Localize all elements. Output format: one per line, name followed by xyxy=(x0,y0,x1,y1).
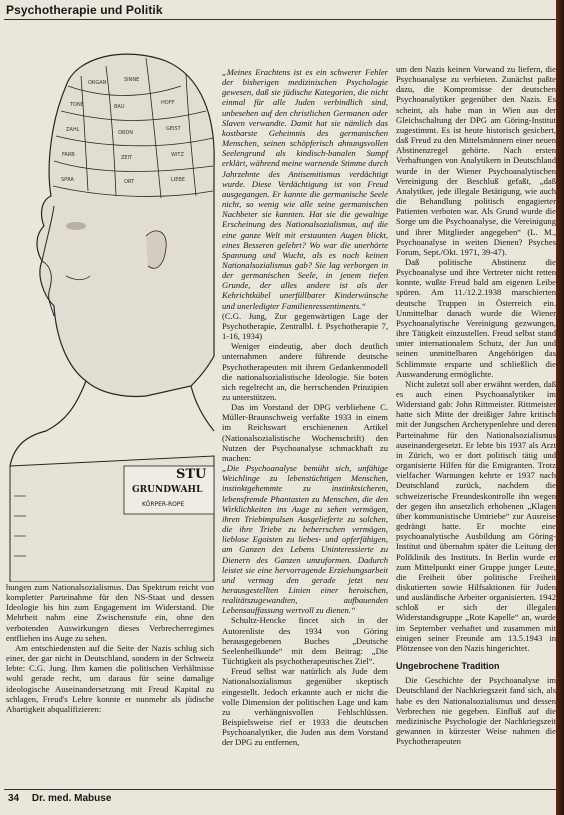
paragraph: Nicht zuletzt soll aber erwähnt werden, daß es auch einen Psychoanalytiker im Widerstand gab: John Rittmeister. Rittmeister hatte sich Mitte der dreißiger Jahre kritisch mit der Jungschen Archetypenlehre und deren Parteinahme für den Nationalsozialismus auseinandergesetzt. Er lebte bis 1937 als Arzt in Zürich, wo er dort politisch tätig und organisierte Hilfen für die Emigranten. Trotz vielfacher Warnungen kehrte er 1937 nach Deutschland zurück, nachdem die schweizerische Freundeskontrolle ihn wegen der gegen ihn ansetzlich erhobenen „Klagen über kommunistische Umtriebe“ zur Ausreise gedrängt hatte. Er mochte eine psychoanalytische Ausbildung am Göring-Institut und übernahm später die Leitung der Poliklinik des Instituts. In Berlin wurde er zum Mittelpunkt einer Gruppe junger Leute, die Freiheit über politische Freiheit diskutierten sowie Hilfsaktionen für Juden und ausländische Arbeiter organisierten. 1942 schloß er sich der illegalen Widerstandsgruppe „Rote Kapelle“ an, wurde im September verhaftet und zusammen mit einigen seiner Freunde am 13.5.1943 in Plötzensee von den Nazis hingerichtet. xyxy=(396,378,556,653)
paragraph: Die Geschichte der Psychoanalyse im Deutschland der Nachkriegszeit fand sich, als habe es den Nationalsozialismus und dessen Verbrechen nie gegeben. Einfluß auf die medizinische Psychologie der Nachkriegszeit gewannen in kürzester Weise nahmen die Psychotherapeuten xyxy=(396,675,556,747)
running-header: Psychotherapie und Politik xyxy=(6,3,163,17)
phrenology-bust-illustration xyxy=(6,26,218,582)
paragraph: Weniger eindeutig, aber doch deutlich unternahmen andere führende deutsche Psychotherapeuten mit ihrem Gedankenmodell die nationalsozialistische Ideologie. Sie boten sich regelrecht an, die herrschenden Prinzipien zu unterstützen. xyxy=(222,341,388,402)
page-footer xyxy=(8,793,111,804)
svg-text:BAU: BAU xyxy=(114,104,125,110)
plinth-subtext: KÖRPER-ROPE xyxy=(142,501,185,508)
header-rule xyxy=(4,19,556,20)
svg-text:LIEBE: LIEBE xyxy=(171,177,186,183)
paragraph: um den Nazis keinen Vorwand zu liefern, die Psychoanalyse zu verbieten. Zunächst paßte dazu, die Kompromisse der deutschen Psychoanalytiker gegenüber den Nazis. Es scheint, als habe man in Wien aus der Gleichschaltung der DPG am Göring-Institut zugestimmt. Es ist heute historisch gesichert, daß Freud zu den Mittelsmännern einer neuen Abstinenzregel gehörte. Nach ersten Verhaftungen von Analytikern in Deutschland wurde in der Wiener Psychoanalytischen Vereinigung der Beschluß gefaßt, „daß Analytiker, jede illegale Betätigung, wie auch die Behandlung politisch engagierter Patienten verboten war. Als Grund wurde die Sorge um die Psychoanalyse, die Vereinigung und ihrer Mitglieder angegeben“ (L. M., Psychoanalyse in weiten Dienen? Psyches Forum, Sept./Okt. 1971, 39-47). xyxy=(396,64,556,257)
paragraph: Das im Vorstand der DPG verbliebene C. Müller-Braunschweig verfaßte 1933 in einem im Reichswart erschienenen Artikel (Nationalsozialistische Wochenschrift) den Nutzen der Psychoanalyse schmackhaft zu machen: xyxy=(222,402,388,463)
svg-text:ORGAN: ORGAN xyxy=(88,80,107,86)
citation: (C.G. Jung, Zur gegenwärtigen Lage der Psychotherapie, Zentralbl. f. Psychotherapie 7, 1-16, 1934) xyxy=(222,310,388,342)
section-heading: Ungebrochene Tradition xyxy=(396,661,500,672)
svg-text:SINNE: SINNE xyxy=(124,77,140,83)
column-left xyxy=(6,582,214,714)
svg-text:GEIST: GEIST xyxy=(166,126,181,132)
svg-text:ZEIT: ZEIT xyxy=(121,155,133,161)
paragraph: Am entschiedensten auf die Seite der Nazis schlug sich einer, der gar nicht in Deutschland, sondern in der Schweiz lebte: C.G. Jung. Ihm kamen die politischen Verhältnisse wohl gerade recht, um daraus für seine damalige ideologische Auseinandersetzung mit Freud Kapital zu schlagen, Freud's Lehre konnte er nunmehr als jüdische Abartigkeit abqualifizieren: xyxy=(6,642,214,714)
svg-text:ORT: ORT xyxy=(124,179,135,185)
svg-text:HOFF: HOFF xyxy=(161,100,175,106)
paragraph: Schultz-Hencke fincet sich in der Autorenliste des 1934 von Göring herausgegebenen Buches „Deutsche Seelenheilkunde“ mit dem Beitrag: „Die Tüchtigkeit als psychotherapeutisches Ziel“. xyxy=(222,615,388,667)
svg-text:SPRA: SPRA xyxy=(61,177,74,183)
svg-text:FARB: FARB xyxy=(62,152,75,158)
svg-text:WITZ: WITZ xyxy=(171,152,184,158)
page-number: 34 xyxy=(8,793,20,804)
paragraph: Daß politische Abstinenz die Psychoanalyse und ihre Vertreter nicht retten konnte, wußte Freud bald am eigenen Leibe spüren. Am 11./12.2.1938 marschierten deutsche Truppen in Österreich ein. Unmittelbar danach wurde die Wiener Psychoanalytische Vereinigung gezwungen, ihre Tätigkeit einzustellen. Freud selbst stand unter internationalem Schutz, der Jun und seinen unmittelbaren Angehörigen das Schlimmste ersparte und schließlich die Auswanderung ermöglichte. xyxy=(396,256,556,379)
plinth-label: STU xyxy=(176,467,207,482)
column-middle xyxy=(222,67,388,747)
publication-name: Dr. med. Mabuse xyxy=(31,793,112,804)
paragraph: Freud selbst war natürlich als Jude dem Nationalsozialismus gegenüber skeptisch eingestellt. Jedoch erkannte auch er nicht die volle Dimension der politischen Lage und kam zu verhängnisvollen Fehlschlüssen. Beispielsweise rief er 1933 die deutschen Psychoanalytiker, die Juden aus dem Vorstand der DPG zu entfernen, xyxy=(222,666,388,748)
column-right xyxy=(396,64,556,746)
paragraph: hungen zum Nationalsozialismus. Das Spektrum reicht von kompletter Parteinahme für den NS-Staat und dessen Ideologie bis hin zum Engagement im Widerstand. Die Mehrheit nahm eine Zwischenstufe ein, ohne den verbotenden Auswirkungen dieses Verbrecherregimes entfliehen ins Auge zu sehen. xyxy=(6,582,214,643)
page-edge xyxy=(556,0,564,815)
quote-mueller-braunschweig: „Die Psychoanalyse bemüht sich, unfähige Weichlinge zu lebenstüchtigen Menschen, instinktgehemmte zu instinktsicheren, lebensfremde Phantasten zu Menschen, die den Wirklichkeiten ins Auge zu sehen vermögen, ihren Triebimpulsen Ausgelieferte zu solchen, die ihre Triebe zu beherrschen vermögen, lieblose Egoisten zu liebes- und opferfähigen, am Ganzen des Lebens Uninteressierte zu Dienern des Ganzen umzuformen. Dadurch leistet sie eine hervorragende Erziehungsarbeit und vermag den gerade jetzt neu herausgestellten Linien einer heroischen, realitätszugewandten, aufbauenden Lebensauffassung wertvoll zu dienen.“ xyxy=(222,463,388,616)
quote-jung: „Meines Erachtens ist es ein schwerer Fehler der bisherigen medizinischen Psychologie gewesen, daß sie jüdische Kategorien, die nicht einmal für alle Juden verbindlich sind, unbesehen auf den christlichen Germanen oder Slaven verwandte. Damit hat sie nämlich das kostbarste Geheimnis des germanischen Menschen, seinen schöpferisch ahnungsvollen Seelengrund als kindisch-banalen Sumpf erklärt, während meine warnende Stimme durch Jahrzehnte des Antisemitismus verdächtigt wurde. Diese Verdächtigung ist von Freud ausgegangen. Er kannte die germanische Seele nicht, so wenig wie alle seine germanischen Nachbeter sie kannten. Hat sie die gewaltige Erscheinung des Nationalsozialismus, auf die eine ganze Welt mit erstaunten Augen blickt, eines Besseren gelehrt? Wo war die unerhörte Spannung und Wucht, als es noch keinen Nationalsozialismus gab? Sie lag verborgen in der germanischen Seele, in jenem tiefen Grunde, der alles andere ist als der Kehrichtkübel unerfüllbarer Kinderwünsche und unerledigter Familienressentiments.“ xyxy=(222,67,388,311)
svg-text:ORDN: ORDN xyxy=(118,130,133,136)
plinth-text: GRUNDWAHL xyxy=(132,485,203,495)
svg-text:ZAHL: ZAHL xyxy=(66,127,80,133)
svg-text:TONE: TONE xyxy=(70,102,84,108)
footer-rule xyxy=(4,789,556,790)
